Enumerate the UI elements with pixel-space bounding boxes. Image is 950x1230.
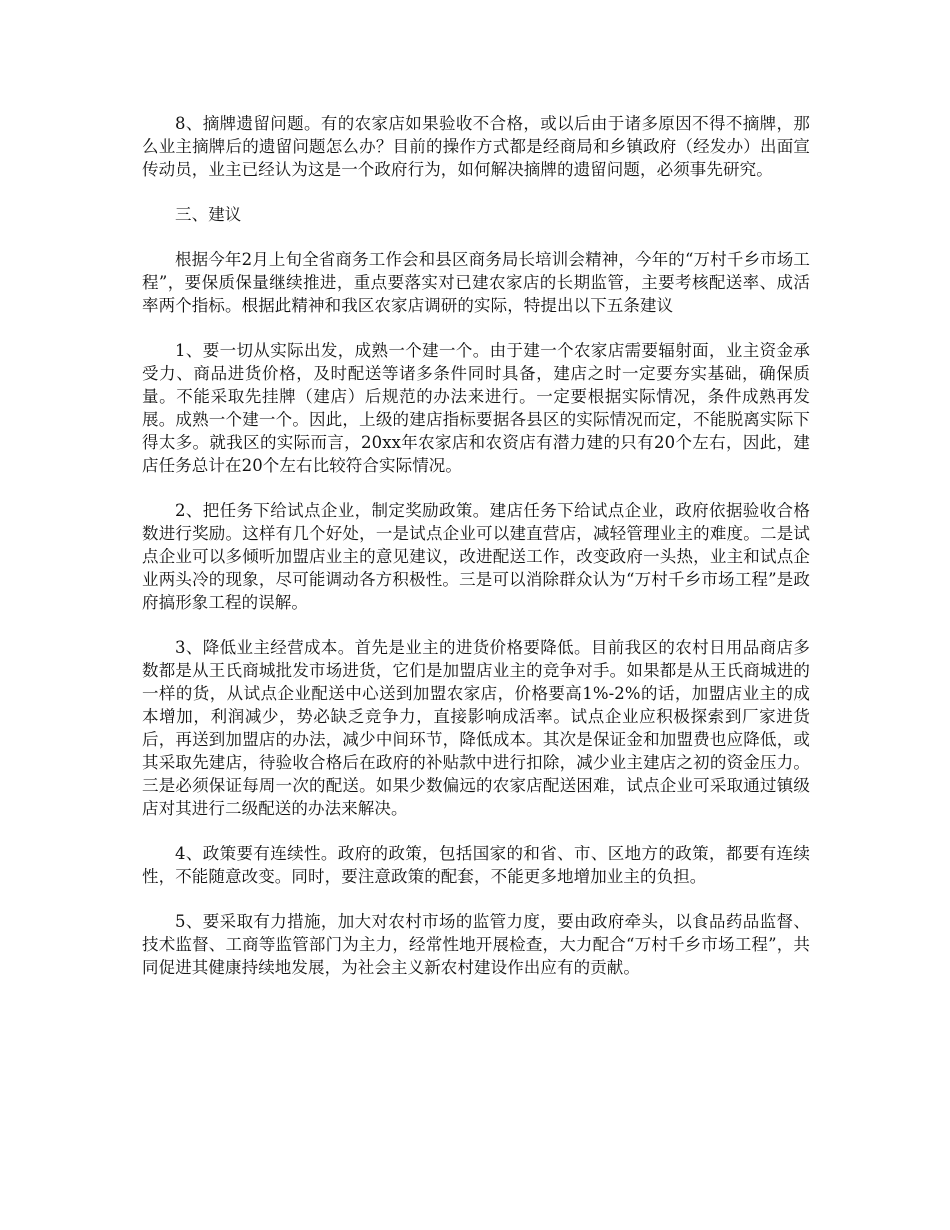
section-heading-suggestions: 三、建议 (175, 205, 242, 224)
paragraph-suggestion-4: 4、政策要有连续性。政府的政策，包括国家的和省、市、区地方的政策，都要有连续性，不能随意改变。同时，要注意政策的配套，不能更多地增加业主的负担。 (142, 844, 810, 886)
paragraph-suggestion-3: 3、降低业主经营成本。首先是业主的进货价格要降低。目前我区的农村日用品商店多数都是从王氏商城批发市场进货，它们是加盟店业主的竞争对手。如果都是从王氏商城进的一样的货，从试点企业配送中心送到加盟农家店，价格要高1%-2%的话，加盟店业主的成本增加，利润减少，势必缺乏竞争力，直接影响成活率。试点企业应积极探索到厂家进货后，再送到加盟店的办法，减少中间环节，降低成本。其次是保证金和加盟费也应降低，或其采取先建店，待验收合格后在政府的补贴款中进行扣除，减少业主建店之初的资金压力。三是必须保证每周一次的配送。如果少数偏远的农家店配送困难，试点企业可采取通过镇级店对其进行二级配送的办法来解决。 (142, 638, 810, 818)
paragraph-intro-suggestions: 根据今年2月上旬全省商务工作会和县区商务局长培训会精神，今年的“万村千乡市场工程”，要保质保量继续推进，重点要落实对已建农家店的长期监管，主要考核配送率、成活率两个指标。根据此精神和我区农家店调研的实际，特提出以下五条建议 (142, 250, 810, 315)
paragraph-suggestion-2: 2、把任务下给试点企业，制定奖励政策。建店任务下给试点企业，政府依据验收合格数进行奖励。这样有几个好处，一是试点企业可以建直营店，减轻管理业主的难度。二是试点企业可以多倾听加盟店业主的意见建议，改进配送工作，改变政府一头热，业主和试点企业两头冷的现象，尽可能调动各方积极性。三是可以消除群众认为“万村千乡市场工程”是政府搞形象工程的误解。 (142, 501, 810, 612)
paragraph-item-8-delisting: 8、摘牌遗留问题。有的农家店如果验收不合格，或以后由于诸多原因不得不摘牌，那么业主摘牌后的遗留问题怎么办？目前的操作方式都是经商局和乡镇政府（经发办）出面宣传动员，业主已经认为这是一个政府行为，如何解决摘牌的遗留问题，必须事先研究。 (142, 114, 810, 179)
document-body (142, 112, 810, 1001)
paragraph-suggestion-1: 1、要一切从实际出发，成熟一个建一个。由于建一个农家店需要辐射面，业主资金承受力、商品进货价格，及时配送等诸多条件同时具备，建店之时一定要夯实基础，确保质量。不能采取先挂牌（建店）后规范的办法来进行。一定要根据实际情况，条件成熟再发展。成熟一个建一个。因此，上级的建店指标要据各县区的实际情况而定，不能脱离实际下得太多。就我区的实际而言，20xx年农家店和农资店有潜力建的只有20个左右，因此，建店任务总计在20个左右比较符合实际情况。 (142, 341, 810, 475)
paragraph-suggestion-5: 5、要采取有力措施，加大对农村市场的监管力度，要由政府牵头，以食品药品监督、技术监督、工商等监管部门为主力，经常性地开展检查，大力配合“万村千乡市场工程”，共同促进其健康持续地发展，为社会主义新农村建设作出应有的贡献。 (142, 912, 810, 977)
